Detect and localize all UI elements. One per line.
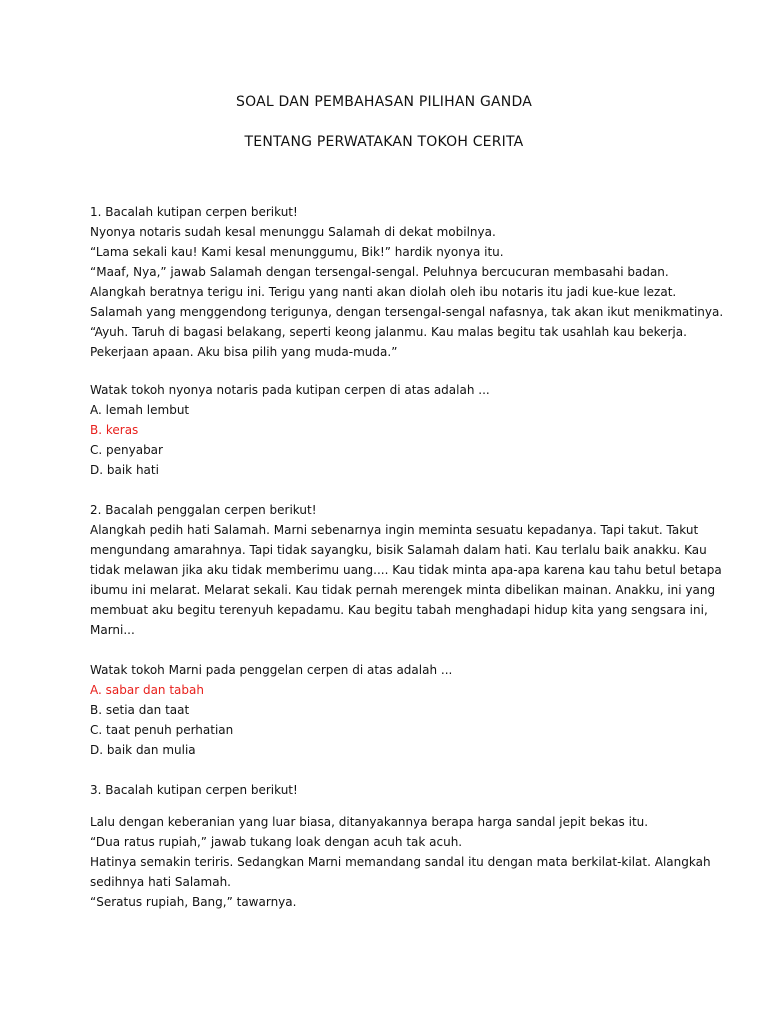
- passage-line: sedihnya hati Salamah.: [90, 875, 231, 889]
- question-2-heading: 2. Bacalah penggalan cerpen berikut!: [90, 503, 317, 517]
- option-b-correct-answer: B. keras: [90, 423, 139, 437]
- question-1-choices: [90, 380, 690, 480]
- question-1-prompt: Watak tokoh nyonya notaris pada kutipan cerpen di atas adalah ...: [90, 383, 490, 397]
- passage-line: Hatinya semakin teriris. Sedangkan Marni memandang sandal itu dengan mata berkilat-kilat. Alangkah: [90, 855, 711, 869]
- question-1-heading: 1. Bacalah kutipan cerpen berikut!: [90, 205, 298, 219]
- passage-line: “Dua ratus rupiah,” jawab tukang loak dengan acuh tak acuh.: [90, 835, 463, 849]
- passage-line: membuat aku begitu terenyuh kepadamu. Kau begitu tabah menghadapi hidup kita yang sengsara ini,: [90, 603, 708, 617]
- passage-line: tidak melawan jika aku tidak memberimu uang.... Kau tidak minta apa-apa karena kau tahu betul betapa: [90, 563, 722, 577]
- option-d: D. baik dan mulia: [90, 743, 196, 757]
- option-c: C. taat penuh perhatian: [90, 723, 234, 737]
- page-title: SOAL DAN PEMBAHASAN PILIHAN GANDA: [236, 94, 532, 110]
- option-a-correct-answer: A. sabar dan tabah: [90, 683, 204, 697]
- passage-line: Pekerjaan apaan. Aku bisa pilih yang muda-muda.”: [90, 345, 398, 359]
- passage-line: Marni...: [90, 623, 135, 637]
- question-2-choices: [90, 660, 690, 760]
- passage-line: “Seratus rupiah, Bang,” tawarnya.: [90, 895, 297, 909]
- passage-line: “Maaf, Nya,” jawab Salamah dengan tersengal-sengal. Peluhnya bercucuran membasahi badan.: [90, 265, 669, 279]
- passage-line: “Ayuh. Taruh di bagasi belakang, seperti keong jalanmu. Kau malas begitu tak usahlah kau bekerja.: [90, 325, 687, 339]
- page-subtitle: TENTANG PERWATAKAN TOKOH CERITA: [244, 134, 524, 150]
- passage-line: ibumu ini melarat. Melarat sekali. Kau tidak pernah merengek minta dibelikan mainan. Anakku, ini yang: [90, 583, 716, 597]
- question-3-heading: 3. Bacalah kutipan cerpen berikut!: [90, 783, 298, 797]
- question-3-heading-block: [90, 780, 690, 800]
- passage-line: Lalu dengan keberanian yang luar biasa, ditanyakannya berapa harga sandal jepit bekas itu.: [90, 815, 649, 829]
- option-a: A. lemah lembut: [90, 403, 190, 417]
- passage-line: Alangkah beratnya terigu ini. Terigu yang nanti akan diolah oleh ibu notaris itu jadi kue-kue lezat.: [90, 285, 677, 299]
- question-2-prompt: Watak tokoh Marni pada penggelan cerpen di atas adalah ...: [90, 663, 453, 677]
- passage-line: Salamah yang menggendong terigunya, dengan tersengal-sengal nafasnya, tak akan ikut menikmatinya.: [90, 305, 724, 319]
- option-c: C. penyabar: [90, 443, 163, 457]
- question-2-passage: [90, 500, 722, 640]
- option-b: B. setia dan taat: [90, 703, 190, 717]
- passage-line: “Lama sekali kau! Kami kesal menunggumu, Bik!” hardik nyonya itu.: [90, 245, 504, 259]
- passage-line: mengundang amarahnya. Tapi tidak sayangku, bisik Salamah dalam hati. Kau terlalu baik anakku. Kau: [90, 543, 707, 557]
- passage-line: Alangkah pedih hati Salamah. Marni sebenarnya ingin meminta sesuatu kepadanya. Tapi takut. Takut: [90, 523, 699, 537]
- passage-line: Nyonya notaris sudah kesal menunggu Salamah di dekat mobilnya.: [90, 225, 496, 239]
- question-1-passage: [90, 202, 724, 362]
- option-d: D. baik hati: [90, 463, 159, 477]
- question-3-passage: [90, 812, 711, 912]
